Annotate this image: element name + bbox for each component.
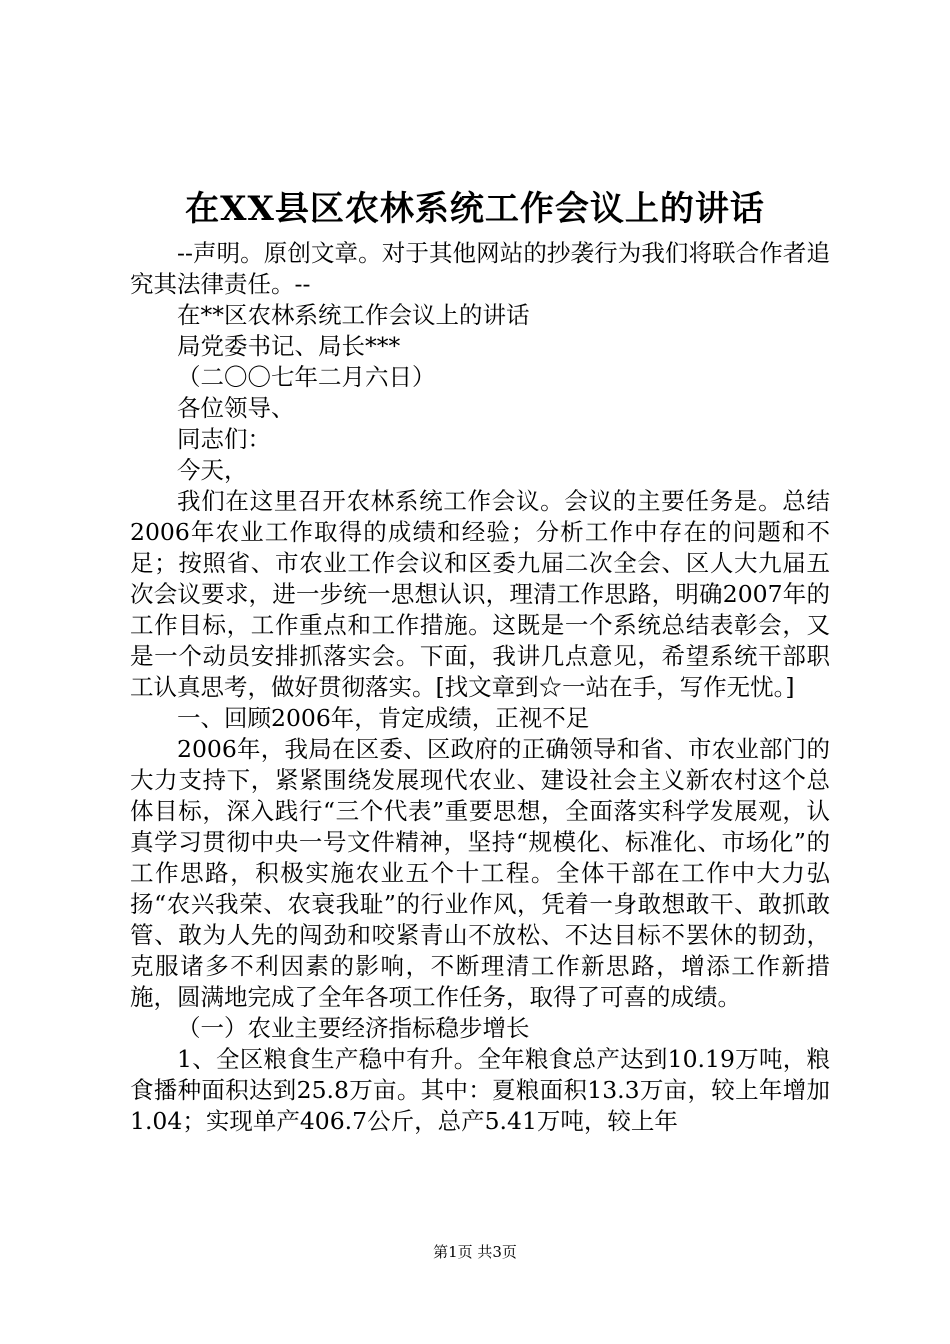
greeting-line: 同志们： — [177, 425, 271, 453]
section-heading: 一、回顾2006年，肯定成绩，正视不足 — [177, 704, 590, 732]
body-paragraph: 2006年，我局在区委、区政府的正确领导和省、市农业部门的大力支持下，紧紧围绕发展现代农业、建设社会主义新农村这个总体目标，深入践行“三个代表”重要思想，全面落实科学发展观，认真学习贯彻中央一号文件精神，坚持“规模化、标准化、市场化”的工作思路，积极实施农业五个十工程。全体干部在工作中大力弘扬“农兴我荣、农衰我耻”的行业作风，凭着一身敢想敢干、敢抓敢管、敢为人先的闯劲和咬紧青山不放松、不达目标不罢休的韧劲，克服诸多不利因素的影响，不断理清工作新思路，增添工作新措施，圆满地完成了全年各项工作任务，取得了可喜的成绩。 — [130, 735, 830, 1011]
greeting-line: 各位领导、 — [177, 394, 295, 422]
opening-line: 今天， — [177, 456, 248, 484]
disclaimer-paragraph: --声明。原创文章。对于其他网站的抄袭行为我们将联合作者追究其法律责任。-- — [130, 239, 830, 298]
date-line: （二〇〇七年二月六日） — [177, 363, 436, 391]
speaker-line: 局党委书记、局长*** — [177, 332, 401, 360]
page-footer: 第1页 共3页 — [433, 1243, 517, 1261]
subsection-heading: （一）农业主要经济指标稳步增长 — [177, 1014, 530, 1042]
body-paragraph: 我们在这里召开农林系统工作会议。会议的主要任务是。总结2006年农业工作取得的成绩和经验；分析工作中存在的问题和不足；按照省、市农业工作会议和区委九届二次全会、区人大九届五次会议要求，进一步统一思想认识，理清工作思路，明确2007年的工作目标，工作重点和工作措施。这既是一个系统总结表彰会，又是一个动员安排抓落实会。下面，我讲几点意见，希望系统干部职工认真思考，做好贯彻落实。[找文章到☆一站在手，写作无忧。] — [130, 487, 830, 701]
document-title: 在XX县区农林系统工作会议上的讲话 — [185, 189, 765, 229]
document-body — [130, 238, 830, 1137]
speech-title-line: 在**区农林系统工作会议上的讲话 — [177, 301, 530, 329]
body-paragraph: 1、全区粮食生产稳中有升。全年粮食总产达到10.19万吨，粮食播种面积达到25.8万亩。其中：夏粮面积13.3万亩，较上年增加1.04；实现单产406.7公斤，总产5.41万吨，较上年 — [130, 1045, 830, 1135]
